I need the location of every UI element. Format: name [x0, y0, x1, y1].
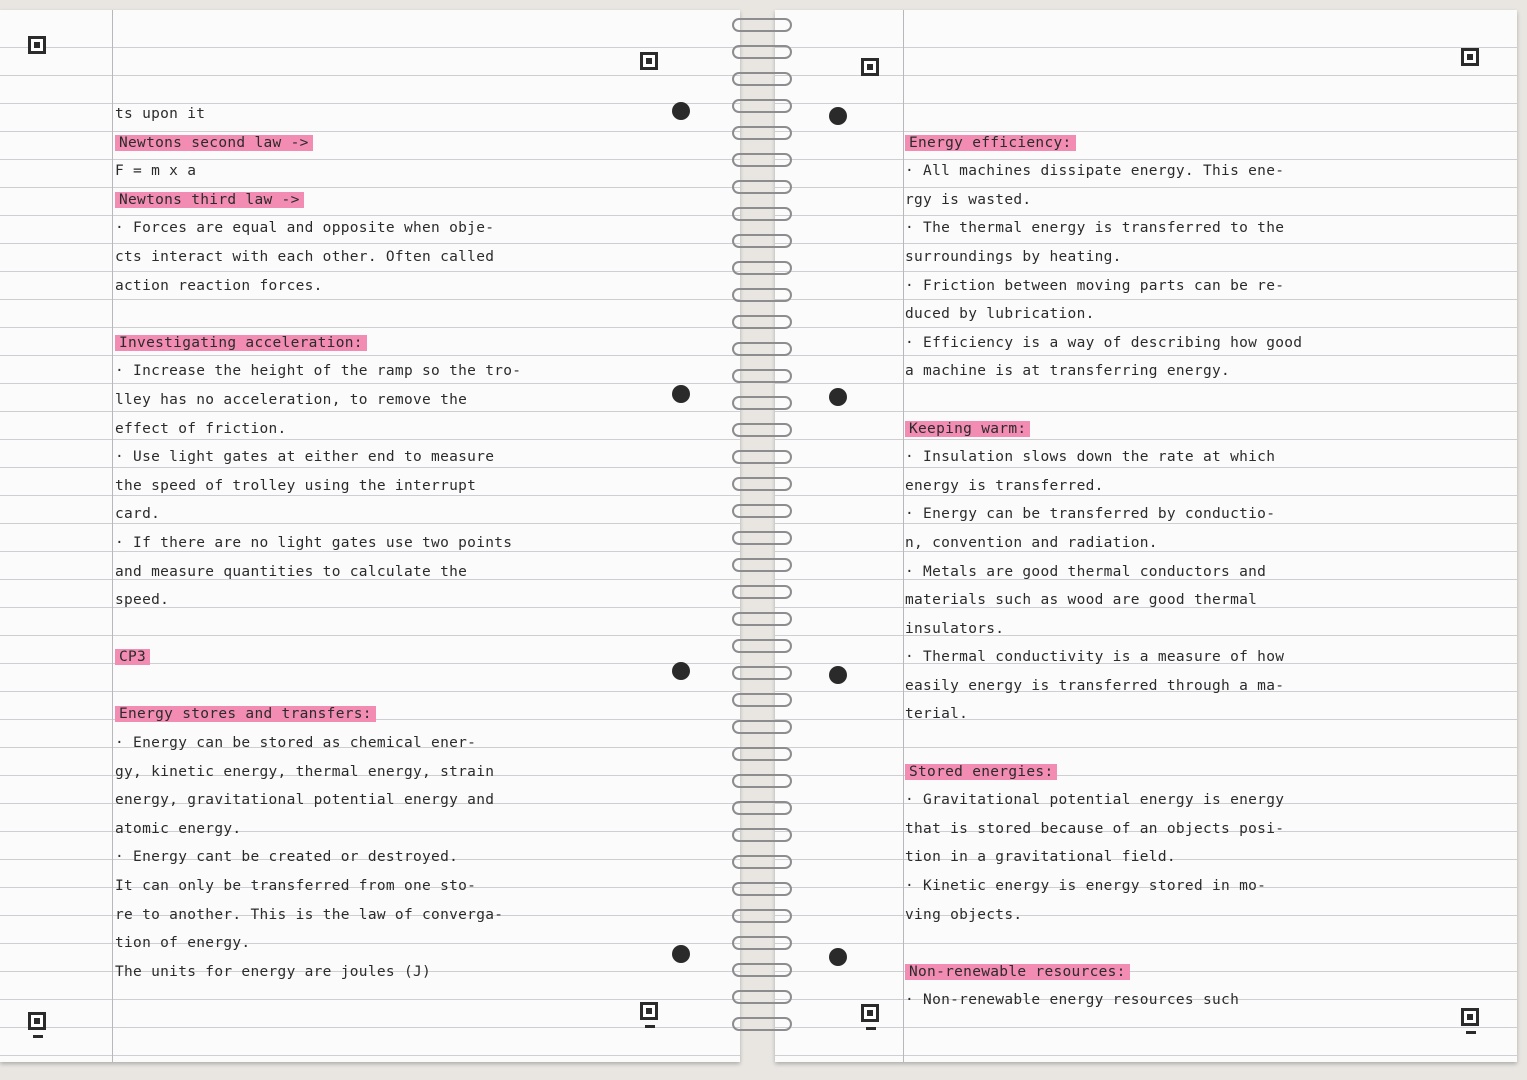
spiral-ring	[732, 504, 792, 518]
note-line: · Energy can be transferred by conductio-	[905, 506, 1276, 523]
corner-marker-icon	[861, 1004, 879, 1022]
note-line: It can only be transferred from one sto-	[115, 878, 477, 895]
note-line: terial.	[905, 706, 969, 723]
note-line: materials such as wood are good thermal	[905, 592, 1258, 609]
blank-line	[905, 729, 1505, 758]
note-line: re to another. This is the law of converga-	[115, 906, 504, 923]
blank-line	[115, 300, 715, 329]
spiral-ring	[732, 801, 792, 815]
note-line: F = m x a	[115, 163, 197, 180]
note-line: duced by lubrication.	[905, 306, 1095, 323]
blank-line	[905, 929, 1505, 958]
note-line: · Thermal conductivity is a measure of how	[905, 649, 1285, 666]
spiral-ring	[732, 234, 792, 248]
note-line: ving objects.	[905, 906, 1023, 923]
corner-marker-icon	[861, 58, 879, 76]
note-line: · Efficiency is a way of describing how good	[905, 334, 1303, 351]
note-heading: Newtons third law ->	[115, 186, 715, 215]
punch-hole	[829, 107, 847, 125]
note-line: card.	[115, 506, 161, 523]
right-notes	[905, 100, 1505, 1015]
spiral-ring	[732, 153, 792, 167]
note-line: atomic energy.	[115, 820, 242, 837]
punch-hole	[829, 948, 847, 966]
spiral-ring	[732, 207, 792, 221]
blank-line	[115, 615, 715, 644]
note-line: gy, kinetic energy, thermal energy, strain	[115, 763, 495, 780]
spiral-ring	[732, 18, 792, 32]
note-line: · Forces are equal and opposite when obje-	[115, 220, 495, 237]
spiral-ring	[732, 990, 792, 1004]
spiral-ring	[732, 1017, 792, 1031]
note-line: action reaction forces.	[115, 277, 323, 294]
note-heading: Energy efficiency:	[905, 129, 1505, 158]
note-line: · If there are no light gates use two points	[115, 534, 513, 551]
spiral-ring	[732, 180, 792, 194]
spiral-ring	[732, 747, 792, 761]
note-line: · Kinetic energy is energy stored in mo-	[905, 878, 1267, 895]
note-line: · Non-renewable energy resources such	[905, 992, 1240, 1009]
corner-marker-icon	[640, 52, 658, 70]
spiral-ring	[732, 909, 792, 923]
note-heading: Stored energies:	[905, 758, 1505, 787]
punch-hole	[829, 666, 847, 684]
note-line: a machine is at transferring energy.	[905, 363, 1231, 380]
note-line: easily energy is transferred through a ma-	[905, 677, 1285, 694]
corner-marker-icon	[28, 36, 46, 54]
note-heading: Non-renewable resources:	[905, 958, 1505, 987]
margin-line	[903, 10, 904, 1062]
spiral-ring	[732, 963, 792, 977]
spiral-ring	[732, 936, 792, 950]
note-line: · Metals are good thermal conductors and	[905, 563, 1267, 580]
spiral-ring	[732, 99, 792, 113]
note-line: speed.	[115, 592, 170, 609]
spiral-ring	[732, 558, 792, 572]
note-line: · Energy can be stored as chemical ener-	[115, 735, 477, 752]
spiral-ring	[732, 666, 792, 680]
note-line: tion of energy.	[115, 935, 251, 952]
note-line: · Increase the height of the ramp so the tro-	[115, 363, 522, 380]
spiral-ring	[732, 126, 792, 140]
note-line: surroundings by heating.	[905, 248, 1122, 265]
note-line: tion in a gravitational field.	[905, 849, 1176, 866]
note-line: · Friction between moving parts can be re-	[905, 277, 1285, 294]
note-line: that is stored because of an objects posi-	[905, 820, 1285, 837]
corner-marker-icon	[1461, 48, 1479, 66]
note-line: cts interact with each other. Often called	[115, 248, 495, 265]
blank-line	[905, 100, 1505, 129]
corner-marker-icon	[640, 1002, 658, 1020]
note-line: · Energy cant be created or destroyed.	[115, 849, 459, 866]
spiral-ring	[732, 855, 792, 869]
spiral-ring	[732, 45, 792, 59]
spiral-ring	[732, 477, 792, 491]
spiral-ring	[732, 288, 792, 302]
note-line: the speed of trolley using the interrupt	[115, 477, 477, 494]
spiral-ring	[732, 369, 792, 383]
note-line: · Use light gates at either end to measure	[115, 449, 495, 466]
note-heading: CP3	[115, 643, 715, 672]
note-heading: Energy stores and transfers:	[115, 700, 715, 729]
note-line: n, convention and radiation.	[905, 534, 1158, 551]
spiral-ring	[732, 450, 792, 464]
spiral-ring	[732, 639, 792, 653]
note-heading: Newtons second law ->	[115, 129, 715, 158]
spiral-ring	[732, 720, 792, 734]
note-line: energy, gravitational potential energy and	[115, 792, 495, 809]
spiral-ring	[732, 585, 792, 599]
note-line: lley has no acceleration, to remove the	[115, 391, 468, 408]
note-line: ts upon it	[115, 106, 206, 122]
note-heading: Investigating acceleration:	[115, 329, 715, 358]
note-line: · Gravitational potential energy is energy	[905, 792, 1285, 809]
punch-hole	[829, 388, 847, 406]
spiral-ring	[732, 531, 792, 545]
corner-marker-icon	[28, 1012, 46, 1030]
spiral-ring	[732, 396, 792, 410]
spiral-ring	[732, 72, 792, 86]
spiral-ring	[732, 315, 792, 329]
blank-line	[905, 386, 1505, 415]
spiral-ring	[732, 342, 792, 356]
note-line: effect of friction.	[115, 420, 287, 437]
note-heading: Keeping warm:	[905, 415, 1505, 444]
spiral-ring	[732, 612, 792, 626]
note-line: · Insulation slows down the rate at which	[905, 449, 1276, 466]
spiral-ring	[732, 774, 792, 788]
note-line: · The thermal energy is transferred to the	[905, 220, 1285, 237]
spiral-binding	[728, 18, 798, 1048]
note-line: rgy is wasted.	[905, 191, 1032, 208]
note-line: insulators.	[905, 620, 1005, 637]
note-line: and measure quantities to calculate the	[115, 563, 468, 580]
spiral-ring	[732, 423, 792, 437]
margin-line	[112, 10, 113, 1062]
spiral-ring	[732, 828, 792, 842]
left-notes	[115, 100, 715, 986]
blank-line	[115, 672, 715, 701]
spiral-ring	[732, 261, 792, 275]
note-line: · All machines dissipate energy. This ene-	[905, 163, 1285, 180]
spiral-ring	[732, 882, 792, 896]
note-line: The units for energy are joules (J)	[115, 963, 432, 980]
spiral-ring	[732, 693, 792, 707]
note-line: energy is transferred.	[905, 477, 1104, 494]
